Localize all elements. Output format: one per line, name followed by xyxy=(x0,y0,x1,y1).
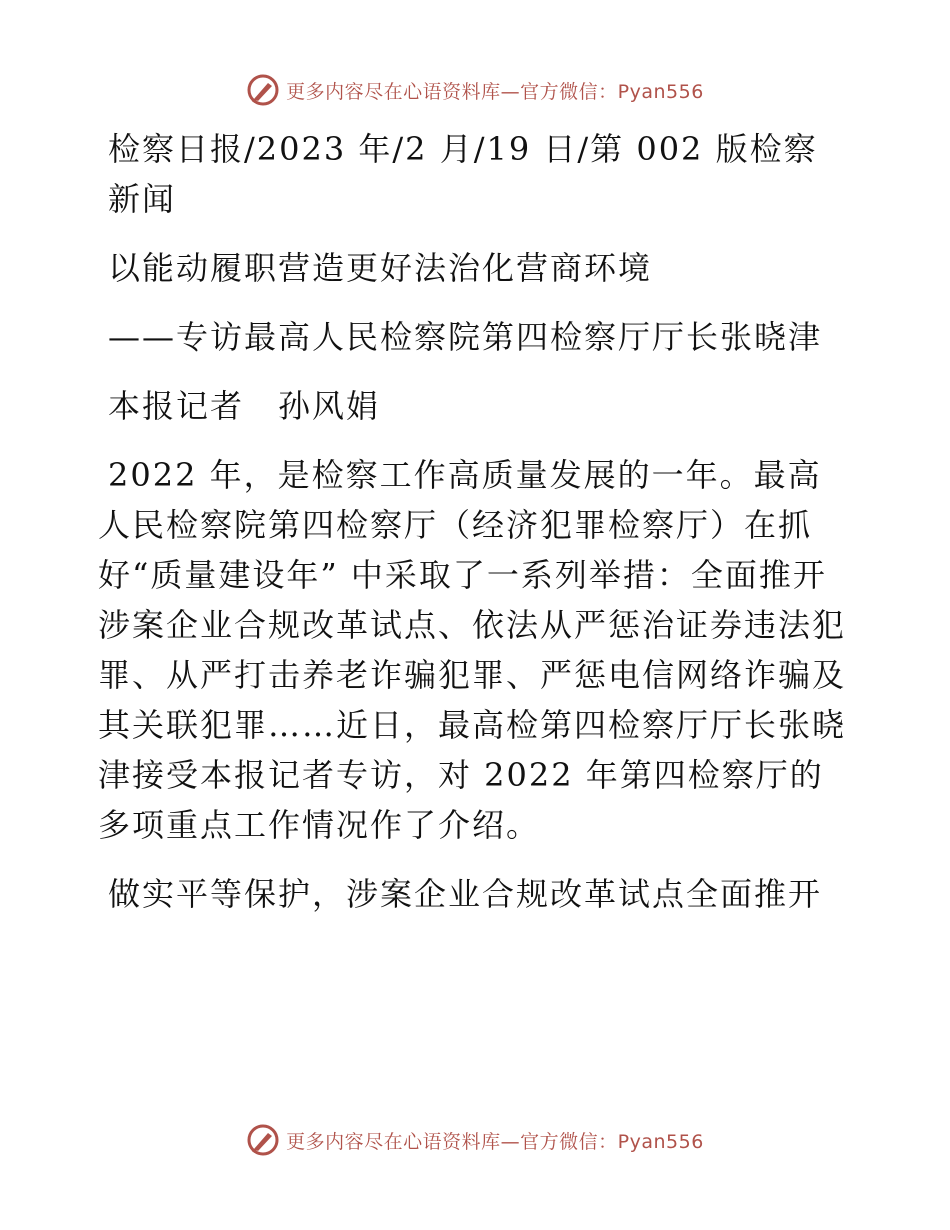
watermark-text: 更多内容尽在心语资料库—官方微信：Pyan556 xyxy=(286,1130,704,1153)
watermark-top xyxy=(0,70,950,110)
source-line: 检察日报/2023 年/2 月/19 日/第 002 版检察新闻 xyxy=(108,130,818,218)
pen-circle-logo-icon xyxy=(246,73,280,107)
byline: 本报记者 孙风娟 xyxy=(108,387,381,425)
watermark-text: 更多内容尽在心语资料库—官方微信：Pyan556 xyxy=(286,80,704,103)
paragraph-1: 2022 年，是检察工作高质量发展的一年。最高人民检察院第四检察厅（经济犯罪检察厅）在抓好“质量建设年” 中采取了一系列举措：全面推开涉案企业合规改革试点、依法从严惩治证券违法犯罪、从严打击养老诈骗犯罪、严惩电信网络诈骗及其关联犯罪……近日，最高检第四检察厅厅长张晓津接受本报记者专访，对 2022 年第四检察厅的多项重点工作情况作了介绍。 xyxy=(98,456,847,844)
pen-circle-logo-icon xyxy=(246,1123,280,1157)
document-body xyxy=(98,124,850,919)
watermark-bottom xyxy=(0,1120,950,1160)
article-subtitle: ——专访最高人民检察院第四检察厅厅长张晓津 xyxy=(108,318,823,356)
section-heading: 做实平等保护，涉案企业合规改革试点全面推开 xyxy=(108,875,823,913)
article-title: 以能动履职营造更好法治化营商环境 xyxy=(108,249,653,287)
